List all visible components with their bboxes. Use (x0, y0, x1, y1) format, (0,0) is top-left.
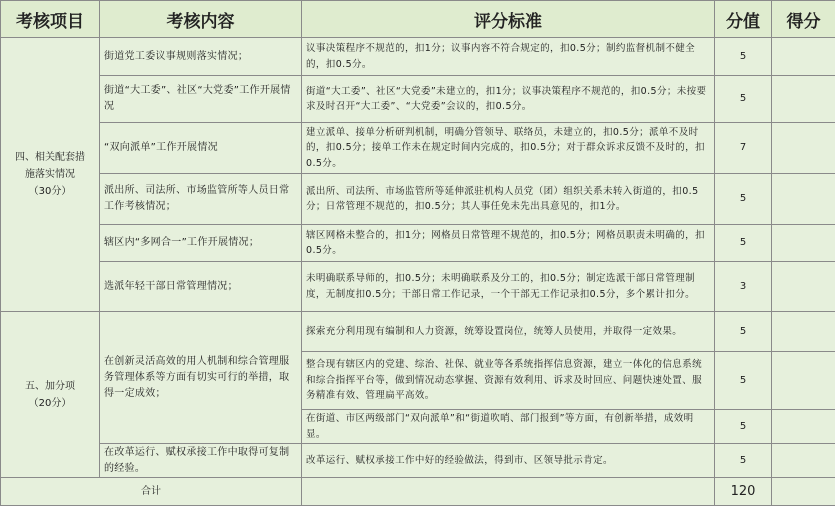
header-score: 得分 (772, 1, 835, 38)
score-cell[interactable] (772, 76, 835, 123)
total-label: 合计 (1, 478, 302, 506)
criteria-cell: 建立派单、接单分析研判机制，明确分管领导、联络员，未建立的，扣0.5分；派单不及时的，扣0.5分；接单工作未在规定时间内完成的，扣0.5分；对于群众诉求反馈不及时的，扣0.5分。 (302, 123, 715, 174)
table-row (1, 225, 835, 262)
value-cell: 5 (715, 76, 772, 123)
table-row (1, 312, 835, 352)
criteria-cell: 辖区网格未整合的，扣1分；网格员日常管理不规范的，扣0.5分；网格员职责未明确的，扣0.5分。 (302, 225, 715, 262)
criteria-cell: 整合现有辖区内的党建、综治、社保、就业等各系统指挥信息资源，建立一体化的信息系统和综合指挥平台等，做到情况动态掌握、资源有效利用、诉求及时回应、问题快速处置、服务精准有效、管理扁平高效。 (302, 352, 715, 410)
criteria-cell: 探索充分利用现有编制和人力资源，统筹设置岗位，统筹人员使用，并取得一定效果。 (302, 312, 715, 352)
total-value: 120 (715, 478, 772, 506)
criteria-cell: 派出所、司法所、市场监管所等延伸派驻机构人员党（团）组织关系未转入街道的，扣0.5分；日常管理不规范的，扣0.5分；其人事任免未先出具意见的，扣1分。 (302, 174, 715, 225)
score-cell[interactable] (772, 352, 835, 410)
header-item: 考核项目 (1, 1, 100, 38)
content-cell: 街道党工委议事规则落实情况； (100, 38, 302, 76)
total-criteria-cell (302, 478, 715, 506)
score-cell[interactable] (772, 444, 835, 478)
header-row (1, 1, 835, 38)
section5-title: 五、加分项 （20分） (1, 312, 100, 478)
table-row (1, 444, 835, 478)
score-cell[interactable] (772, 262, 835, 312)
score-cell[interactable] (772, 478, 835, 506)
value-cell: 5 (715, 410, 772, 444)
section4-title: 四、相关配套措 施落实情况 （30分） (1, 38, 100, 312)
table-row (1, 174, 835, 225)
criteria-cell: 街道“大工委”、社区“大党委”未建立的，扣1分；议事决策程序不规范的，扣0.5分；未按要求及时召开“大工委”、“大党委”会议的，扣0.5分。 (302, 76, 715, 123)
content-cell: 街道“大工委”、社区“大党委”工作开展情况 (100, 76, 302, 123)
score-cell[interactable] (772, 38, 835, 76)
total-row (1, 478, 835, 506)
value-cell: 5 (715, 225, 772, 262)
header-criteria: 评分标准 (302, 1, 715, 38)
score-cell[interactable] (772, 410, 835, 444)
value-cell: 5 (715, 444, 772, 478)
content-cell: 在改革运行、赋权承接工作中取得可复制的经验。 (100, 444, 302, 478)
criteria-cell: 议事决策程序不规范的，扣1分；议事内容不符合规定的，扣0.5分；制约监督机制不健全的，扣0.5分。 (302, 38, 715, 76)
content-cell: 在创新灵活高效的用人机制和综合管理服务管理体系等方面有切实可行的举措，取得一定成效； (100, 312, 302, 444)
value-cell: 7 (715, 123, 772, 174)
content-cell: “双向派单”工作开展情况 (100, 123, 302, 174)
value-cell: 5 (715, 174, 772, 225)
content-cell: 派出所、司法所、市场监管所等人员日常工作考核情况； (100, 174, 302, 225)
score-cell[interactable] (772, 312, 835, 352)
table-row (1, 123, 835, 174)
table-row (1, 76, 835, 123)
value-cell: 5 (715, 38, 772, 76)
header-content: 考核内容 (100, 1, 302, 38)
score-cell[interactable] (772, 225, 835, 262)
table-row (1, 262, 835, 312)
criteria-cell: 在街道、市区两级部门“双向派单”和“街道吹哨、部门报到”等方面，有创新举措，成效明显。 (302, 410, 715, 444)
table-row (1, 38, 835, 76)
criteria-cell: 改革运行、赋权承接工作中好的经验做法，得到市、区领导批示肯定。 (302, 444, 715, 478)
score-cell[interactable] (772, 174, 835, 225)
value-cell: 5 (715, 312, 772, 352)
criteria-cell: 未明确联系导师的，扣0.5分；未明确联系及分工的，扣0.5分；制定选派干部日常管理制度，无制度扣0.5分；干部日常工作记录，一个干部无工作记录扣0.5分，多个累计扣分。 (302, 262, 715, 312)
score-cell[interactable] (772, 123, 835, 174)
content-cell: 选派年轻干部日常管理情况； (100, 262, 302, 312)
value-cell: 3 (715, 262, 772, 312)
header-value: 分值 (715, 1, 772, 38)
content-cell: 辖区内“多网合一”工作开展情况； (100, 225, 302, 262)
value-cell: 5 (715, 352, 772, 410)
